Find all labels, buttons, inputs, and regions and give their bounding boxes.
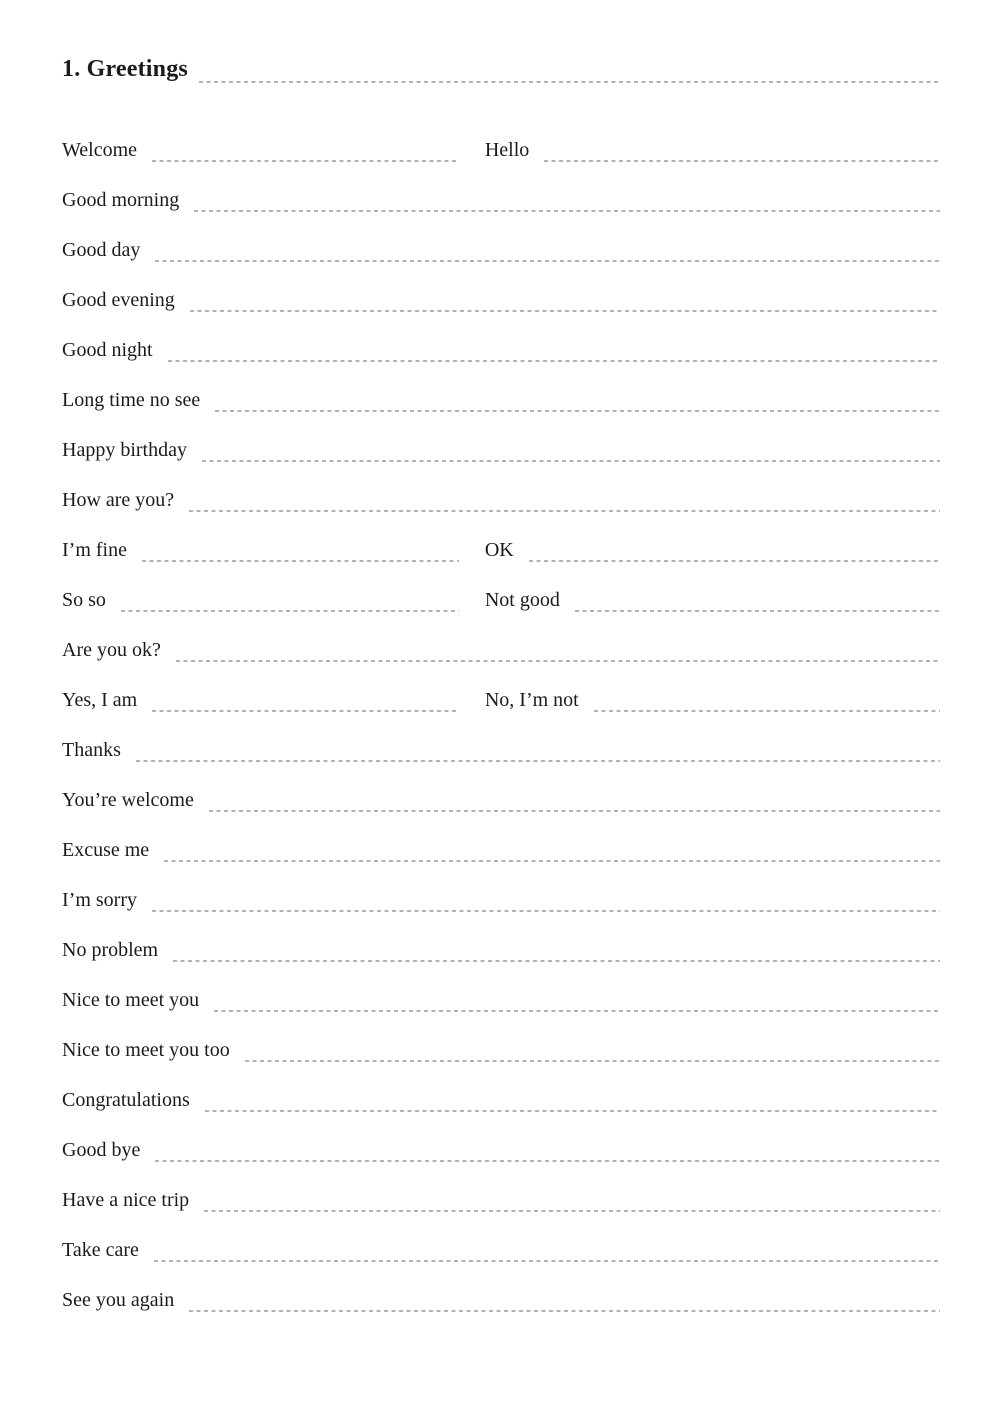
phrase-cell bbox=[62, 789, 940, 812]
phrase-label: Good day bbox=[62, 239, 141, 261]
phrase-row bbox=[62, 1089, 940, 1112]
phrase-row bbox=[62, 1039, 940, 1062]
phrase-label: Nice to meet you too bbox=[62, 1039, 230, 1061]
phrase-row bbox=[62, 989, 940, 1012]
phrase-row bbox=[62, 739, 940, 762]
phrase-row bbox=[62, 1139, 940, 1162]
phrase-cell bbox=[62, 489, 940, 512]
phrase-label: Not good bbox=[484, 589, 560, 611]
phrase-label: Good bye bbox=[62, 1139, 141, 1161]
fill-in-line bbox=[594, 710, 940, 712]
phrase-cell bbox=[62, 739, 940, 762]
phrase-cell bbox=[62, 389, 940, 412]
fill-in-line bbox=[245, 1060, 940, 1062]
fill-in-line bbox=[152, 710, 459, 712]
fill-in-line bbox=[155, 260, 940, 262]
phrase-label: You’re welcome bbox=[62, 789, 194, 811]
phrase-label: OK bbox=[484, 539, 514, 561]
phrase-cell bbox=[62, 639, 940, 662]
fill-in-line bbox=[164, 860, 940, 862]
fill-in-line bbox=[155, 1160, 940, 1162]
phrase-row bbox=[62, 939, 940, 962]
fill-in-line bbox=[544, 160, 940, 162]
phrase-cell bbox=[62, 539, 459, 562]
fill-in-line bbox=[168, 360, 940, 362]
fill-in-line bbox=[121, 610, 459, 612]
fill-in-line bbox=[176, 660, 940, 662]
section-title-row bbox=[62, 56, 940, 82]
fill-in-line bbox=[189, 510, 940, 512]
fill-in-line bbox=[575, 610, 940, 612]
phrase-row bbox=[62, 489, 940, 512]
phrase-row bbox=[62, 839, 940, 862]
title-fill-in-line bbox=[199, 81, 940, 83]
page-title: 1. Greetings bbox=[62, 56, 188, 82]
fill-in-line bbox=[152, 910, 940, 912]
phrase-label: Take care bbox=[62, 1239, 139, 1261]
phrase-cell bbox=[485, 689, 940, 712]
phrase-label: Good evening bbox=[62, 289, 175, 311]
phrase-cell bbox=[62, 339, 940, 362]
phrase-row bbox=[62, 639, 940, 662]
fill-in-line bbox=[136, 760, 940, 762]
phrase-label: Excuse me bbox=[62, 839, 150, 861]
fill-in-line bbox=[215, 410, 940, 412]
phrase-label: Good morning bbox=[62, 189, 180, 211]
phrase-cell bbox=[62, 239, 940, 262]
phrase-row bbox=[62, 789, 940, 812]
phrase-cell bbox=[62, 939, 940, 962]
phrase-cell bbox=[62, 989, 940, 1012]
phrase-cell bbox=[62, 1239, 940, 1262]
fill-in-line bbox=[209, 810, 940, 812]
fill-in-line bbox=[189, 1310, 940, 1312]
phrase-row bbox=[62, 689, 940, 712]
phrase-label: See you again bbox=[62, 1289, 175, 1311]
fill-in-line bbox=[529, 560, 940, 562]
fill-in-line bbox=[204, 1210, 940, 1212]
fill-in-line bbox=[142, 560, 459, 562]
phrase-row bbox=[62, 339, 940, 362]
phrase-label: Hello bbox=[484, 139, 530, 161]
phrase-cell bbox=[62, 439, 940, 462]
phrase-label: Yes, I am bbox=[62, 689, 138, 711]
phrase-cell bbox=[62, 689, 459, 712]
phrase-label: I’m sorry bbox=[62, 889, 137, 911]
phrase-row bbox=[62, 539, 940, 562]
phrase-label: Nice to meet you bbox=[62, 989, 200, 1011]
phrase-cell bbox=[62, 1139, 940, 1162]
fill-in-line bbox=[194, 210, 940, 212]
phrase-row bbox=[62, 289, 940, 312]
phrase-list bbox=[62, 139, 940, 1312]
phrase-label: I’m fine bbox=[62, 539, 127, 561]
phrase-row bbox=[62, 239, 940, 262]
fill-in-line bbox=[205, 1110, 940, 1112]
phrase-cell bbox=[62, 1289, 940, 1312]
phrase-label: Thanks bbox=[62, 739, 121, 761]
fill-in-line bbox=[202, 460, 940, 462]
phrase-label: Long time no see bbox=[62, 389, 201, 411]
phrase-row bbox=[62, 1189, 940, 1212]
phrase-cell bbox=[62, 589, 459, 612]
phrase-cell bbox=[485, 589, 940, 612]
fill-in-line bbox=[173, 960, 940, 962]
phrase-label: Congratulations bbox=[62, 1089, 190, 1111]
fill-in-line bbox=[214, 1010, 940, 1012]
phrase-cell bbox=[62, 839, 940, 862]
fill-in-line bbox=[190, 310, 940, 312]
phrase-label: No problem bbox=[62, 939, 159, 961]
phrase-label: No, I’m not bbox=[484, 689, 579, 711]
fill-in-line bbox=[152, 160, 459, 162]
phrase-cell bbox=[62, 1039, 940, 1062]
phrase-row bbox=[62, 1239, 940, 1262]
phrase-cell bbox=[62, 889, 940, 912]
phrase-cell bbox=[485, 539, 940, 562]
phrase-label: So so bbox=[62, 589, 106, 611]
phrase-row bbox=[62, 589, 940, 612]
phrase-row bbox=[62, 189, 940, 212]
phrase-cell bbox=[62, 139, 459, 162]
phrase-cell bbox=[62, 289, 940, 312]
phrase-cell bbox=[62, 1189, 940, 1212]
phrase-row bbox=[62, 389, 940, 412]
phrase-label: Happy birthday bbox=[62, 439, 187, 461]
phrase-row bbox=[62, 439, 940, 462]
phrase-label: Welcome bbox=[62, 139, 138, 161]
fill-in-line bbox=[154, 1260, 940, 1262]
phrase-row bbox=[62, 139, 940, 162]
phrase-cell bbox=[485, 139, 940, 162]
phrase-row bbox=[62, 889, 940, 912]
phrase-label: Are you ok? bbox=[62, 639, 161, 661]
phrase-row bbox=[62, 1289, 940, 1312]
phrase-cell bbox=[62, 189, 940, 212]
phrase-label: Good night bbox=[62, 339, 153, 361]
phrase-cell bbox=[62, 1089, 940, 1112]
phrase-label: How are you? bbox=[62, 489, 175, 511]
phrase-label: Have a nice trip bbox=[62, 1189, 190, 1211]
